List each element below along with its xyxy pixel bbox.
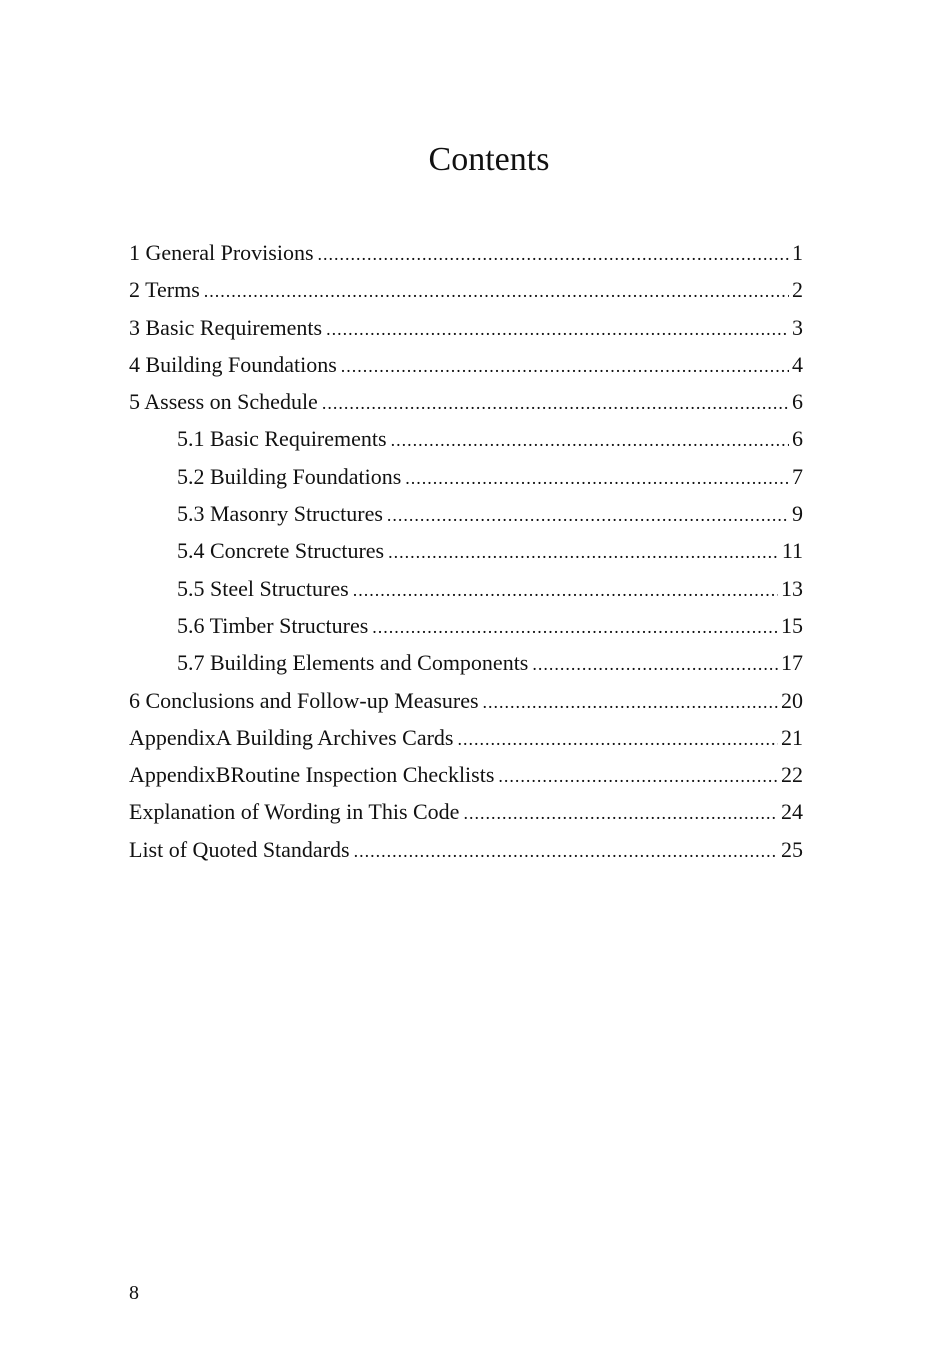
toc-entry-label: 2 Terms — [129, 277, 200, 303]
toc-entry-label: 5.2 Building Foundations — [177, 463, 402, 489]
toc-entry[interactable] — [129, 234, 803, 271]
toc-dot-leader — [532, 646, 778, 683]
toc-entry-page: 21 — [781, 724, 803, 750]
toc-dot-leader — [387, 497, 789, 534]
table-of-contents — [129, 234, 803, 868]
toc-entry[interactable] — [129, 793, 803, 830]
page-number: 8 — [129, 1282, 139, 1304]
toc-entry[interactable] — [129, 346, 803, 383]
toc-subentry[interactable] — [129, 495, 803, 532]
toc-entry-page: 25 — [781, 836, 803, 862]
toc-dot-leader — [498, 758, 778, 795]
toc-subentry[interactable] — [129, 644, 803, 681]
toc-dot-leader — [318, 236, 789, 273]
toc-entry-label: 5.5 Steel Structures — [177, 575, 349, 601]
toc-entry-page: 6 — [792, 426, 803, 452]
toc-entry-label: AppendixBRoutine Inspection Checklists — [129, 762, 495, 788]
toc-dot-leader — [322, 385, 789, 422]
toc-dot-leader — [204, 273, 789, 310]
toc-entry-label: 5 Assess on Schedule — [129, 389, 318, 415]
toc-entry-page: 9 — [792, 501, 803, 527]
toc-entry-label: 5.6 Timber Structures — [177, 612, 369, 638]
toc-entry-label: 5.1 Basic Requirements — [177, 426, 387, 452]
toc-entry-page: 1 — [792, 240, 803, 265]
toc-entry[interactable] — [129, 383, 803, 420]
toc-entry-page: 17 — [781, 650, 803, 676]
toc-entry-page: 3 — [792, 314, 803, 340]
toc-entry-label: Explanation of Wording in This Code — [129, 799, 460, 825]
toc-entry-page: 24 — [781, 799, 803, 825]
toc-subentry[interactable] — [129, 570, 803, 607]
toc-entry[interactable] — [129, 309, 803, 346]
toc-dot-leader — [457, 721, 778, 758]
toc-entry[interactable] — [129, 719, 803, 756]
toc-entry-label: 6 Conclusions and Follow-up Measures — [129, 687, 479, 713]
toc-subentry[interactable] — [129, 458, 803, 495]
toc-entry-page: 13 — [781, 575, 803, 601]
toc-dot-leader — [354, 833, 778, 870]
toc-entry-label: AppendixA Building Archives Cards — [129, 724, 454, 750]
toc-dot-leader — [341, 348, 789, 385]
toc-entry[interactable] — [129, 831, 803, 868]
toc-entry-page: 20 — [781, 687, 803, 713]
toc-entry-label: 1 General Provisions — [129, 240, 314, 265]
toc-entry-label: 3 Basic Requirements — [129, 314, 323, 340]
toc-entry-label: 5.4 Concrete Structures — [177, 538, 385, 564]
toc-entry-page: 2 — [792, 277, 803, 303]
page-title: Contents — [428, 141, 550, 178]
toc-entry-label: 5.7 Building Elements and Components — [177, 650, 529, 676]
toc-dot-leader — [405, 460, 789, 497]
toc-entry[interactable] — [129, 682, 803, 719]
toc-entry-page: 6 — [792, 389, 803, 415]
toc-dot-leader — [326, 311, 789, 348]
toc-entry-page: 15 — [781, 612, 803, 638]
toc-subentry[interactable] — [129, 532, 803, 569]
toc-dot-leader — [391, 422, 789, 459]
toc-dot-leader — [353, 572, 778, 609]
toc-entry-page: 7 — [792, 463, 803, 489]
toc-subentry[interactable] — [129, 420, 803, 457]
toc-entry[interactable] — [129, 271, 803, 308]
toc-entry-page: 4 — [792, 351, 803, 377]
toc-dot-leader — [463, 795, 778, 832]
toc-entry-page: 22 — [781, 762, 803, 788]
toc-entry-label: 5.3 Masonry Structures — [177, 501, 383, 527]
toc-dot-leader — [372, 609, 778, 646]
toc-entry-page: 11 — [781, 538, 803, 564]
toc-dot-leader — [483, 684, 778, 721]
toc-subentry[interactable] — [129, 607, 803, 644]
toc-entry-label: List of Quoted Standards — [129, 836, 350, 862]
toc-entry[interactable] — [129, 756, 803, 793]
toc-entry-label: 4 Building Foundations — [129, 351, 337, 377]
toc-dot-leader — [388, 534, 779, 571]
